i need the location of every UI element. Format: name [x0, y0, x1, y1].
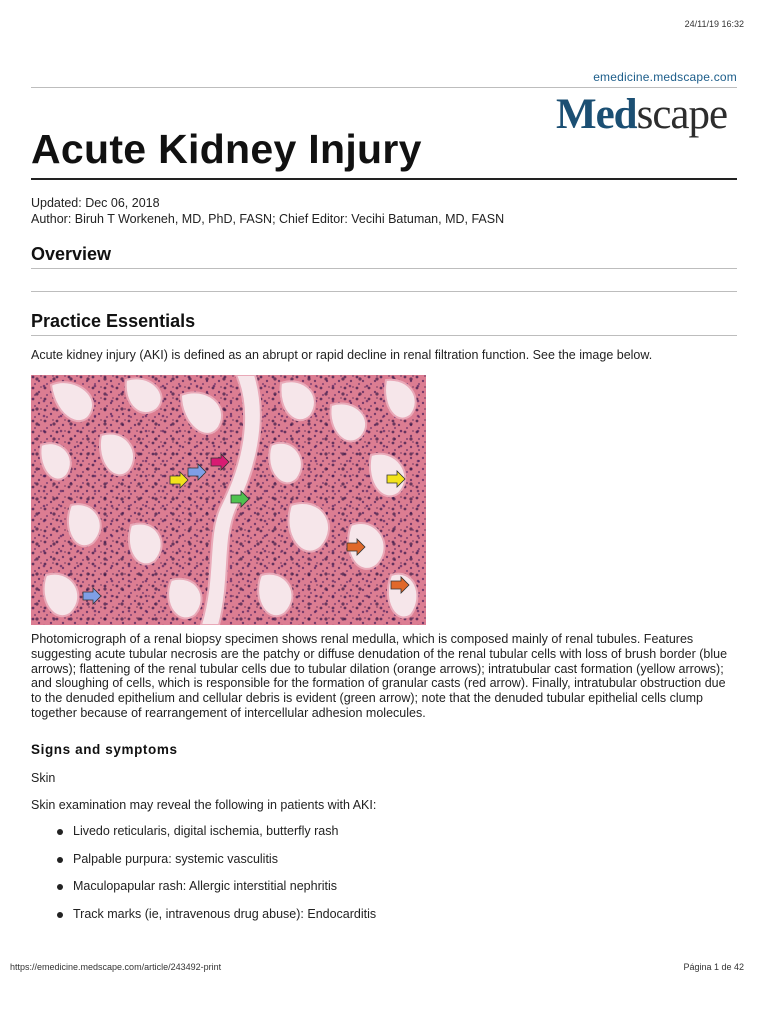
logo-scape: scape: [636, 91, 728, 138]
practice-divider: [31, 335, 737, 336]
overview-heading: Overview: [31, 244, 112, 264]
overview-divider: [31, 268, 737, 269]
bullet-dot: [57, 884, 63, 890]
header-divider: [31, 87, 737, 88]
list-item: [31, 823, 376, 851]
medscape-logo[interactable]: [556, 90, 727, 139]
page-number: Página 1 de 42: [683, 962, 744, 972]
intro-paragraph: Acute kidney injury (AKI) is defined as an abrupt or rapid decline in renal filtration function. See the image below.: [31, 348, 653, 362]
list-item-text: Track marks (ie, intravenous drug abuse): Endocarditis: [73, 906, 377, 921]
list-item: [31, 906, 376, 934]
list-item: [31, 878, 376, 906]
bullet-dot: [57, 829, 63, 835]
renal-biopsy-photomicrograph[interactable]: [31, 375, 426, 625]
skin-intro: Skin examination may reveal the following in patients with AKI:: [31, 798, 377, 812]
list-item-text: Palpable purpura: systemic vasculitis: [73, 851, 278, 866]
list-item-text: Maculopapular rash: Allergic interstitial nephritis: [73, 879, 338, 893]
print-timestamp: 24/11/19 16:32: [684, 19, 744, 29]
title-divider: [31, 178, 737, 180]
bullet-dot: [57, 912, 63, 918]
updated-date: Updated: Dec 06, 2018: [31, 196, 160, 210]
site-link[interactable]: emedicine.medscape.com: [593, 70, 737, 84]
author-line: Author: Biruh T Workeneh, MD, PhD, FASN; Chief Editor: Vecihi Batuman, MD, FASN: [31, 212, 505, 226]
signs-symptoms-heading: Signs and symptoms: [31, 742, 178, 757]
footer-url: https://emedicine.medscape.com/article/243492-print: [10, 962, 222, 972]
logo-med: Med: [556, 91, 637, 138]
bullet-dot: [57, 857, 63, 863]
practice-essentials-heading: Practice Essentials: [31, 311, 196, 331]
skin-findings-list: [31, 823, 376, 933]
figure-caption: Photomicrograph of a renal biopsy specimen shows renal medulla, which is composed mainly of renal tubules. Features suggesting acute tubular necrosis are the patchy or diffuse denudation of the renal tubular cells with loss of brush border (blue arrows); flattening of the renal tubular cells due to tubular dilation (orange arrows); intratubular cast formation (yellow arrows); and sloughing of cells, which is responsible for the formation of granular casts (red arrow). Finally, intratubular obstruction due to the denuded epithelium and cellular debris is evident (green arrow); note that the denuded tubular epithelial cells clump together because of rearrangement of intercellular adhesion molecules.: [31, 632, 728, 720]
list-item-text: Livedo reticularis, digital ischemia, butterfly rash: [73, 824, 339, 838]
list-item: [31, 851, 376, 879]
skin-label: Skin: [31, 771, 56, 785]
page-title: Acute Kidney Injury: [31, 126, 422, 172]
section-divider: [31, 291, 737, 292]
